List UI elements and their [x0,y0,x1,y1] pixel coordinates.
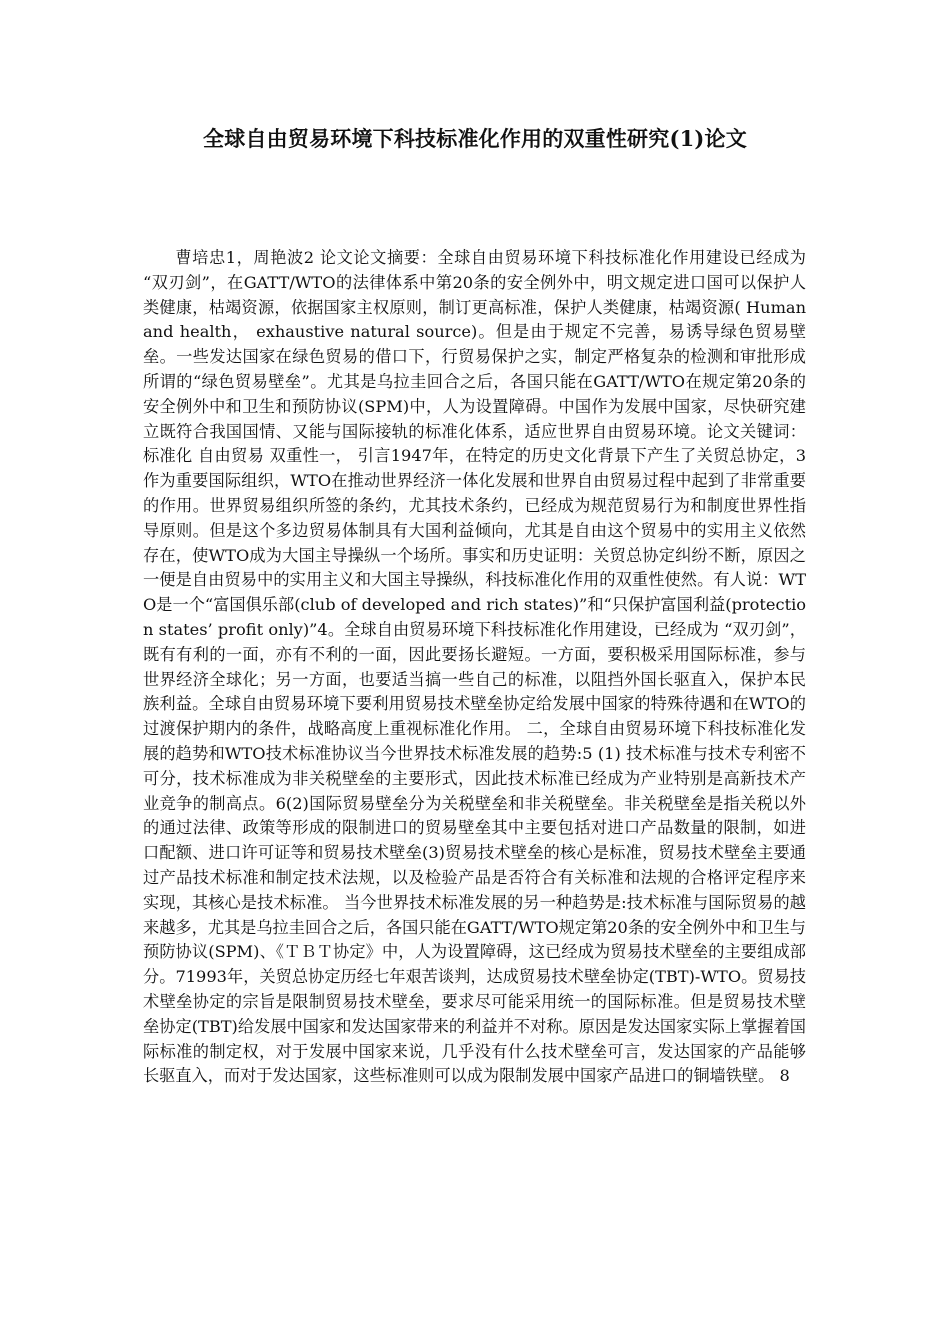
document-body: 曹培忠1，周艳波2 论文论文摘要：全球自由贸易环境下科技标准化作用建设已经成为 “双刃剑”，在GATT/WTO的法律体系中第20条的安全例外中，明文规定进口国可以保护人类健康，枯竭资源，依据国家主权原则，制订更高标准，保护人类健康，枯竭资源( Human and health， exhaustive natural source)。但是由于规定不完善，易诱导绿色贸易壁垒。一些发达国家在绿色贸易的借口下，行贸易保护之实，制定严格复杂的检测和审批形成所谓的“绿色贸易壁垒”。尤其是乌拉圭回合之后，各国只能在GATT/WTO在规定第20条的安全例外中和卫生和预防协议(SPM)中，人为设置障碍。中国作为发展中国家，尽快研究建立既符合我国国情、又能与国际接轨的标准化体系，适应世界自由贸易环境。论文关键词：标准化 自由贸易 双重性一， 引言1947年，在特定的历史文化背景下产生了关贸总协定，3作为重要国际组织，WTO在推动世界经济一体化发展和世界自由贸易过程中起到了非常重要的作用。世界贸易组织所签的条约，尤其技术条约，已经成为规范贸易行为和制度世界性指导原则。但是这个多边贸易体制具有大国利益倾向，尤其是自由这个贸易中的实用主义依然存在，使WTO成为大国主导操纵一个场所。事实和历史证明：关贸总协定纠纷不断，原因之一便是自由贸易中的实用主义和大国主导操纵，科技标准化作用的双重性使然。有人说：WTO是一个“富国俱乐部(club of developed and rich states)”和“只保护富国利益(protection states’ profit only)”4。全球自由贸易环境下科技标准化作用建设，已经成为 “双刃剑”，既有有利的一面，亦有不利的一面，因此要扬长避短。一方面，要积极采用国际标准，参与世界经济全球化；另一方面，也要适当搞一些自己的标准，以阻挡外国长驱直入，保护本民族利益。全球自由贸易环境下要利用贸易技术壁垒协定给发展中国家的特殊待遇和在WTO的过渡保护期内的条件，战略高度上重视标准化作用。 二，全球自由贸易环境下科技标准化发展的趋势和WTO技术标准协议当今世界技术标准发展的趋势:5 (1) 技术标准与技术专利密不可分，技术标准成为非关税壁垒的主要形式，因此技术标准已经成为产业特别是高新技术产业竞争的制高点。6(2)国际贸易壁垒分为关税壁垒和非关税壁垒。非关税壁垒是指关税以外的通过法律、政策等形成的限制进口的贸易壁垒其中主要包括对进口产品数量的限制，如进口配额、进口许可证等和贸易技术壁垒(3)贸易技术壁垒的核心是标准，贸易技术壁垒主要通过产品技术标准和制定技术法规，以及检验产品是否符合有关标准和法规的合格评定程序来实现，其核心是技术标准。 当今世界技术标准发展的另一种趋势是:技术标准与国际贸易的越来越多，尤其是乌拉圭回合之后，各国只能在GATT/WTO规定第20条的安全例外中和卫生与预防协议(SPM)、《ＴＢＴ协定》中，人为设置障碍，这已经成为贸易技术壁垒的主要组成部分。71993年，关贸总协定历经七年艰苦谈判，达成贸易技术壁垒协定(TBT)-WTO。贸易技术壁垒协定的宗旨是限制贸易技术壁垒，要求尽可能采用统一的国际标准。但是贸易技术壁垒协定(TBT)给发展中国家和发达国家带来的利益并不对称。原因是发达国家实际上掌握着国际标准的制定权，对于发展中国家来说，几乎没有什么技术壁垒可言，发达国家的产品能够长驱直入，而对于发达国家，这些标准则可以成为限制发展中国家产品进口的铜墙铁壁。 8 [143,248,806,1086]
document-title: 全球自由贸易环境下科技标准化作用的双重性研究(1)论文 [203,126,747,151]
